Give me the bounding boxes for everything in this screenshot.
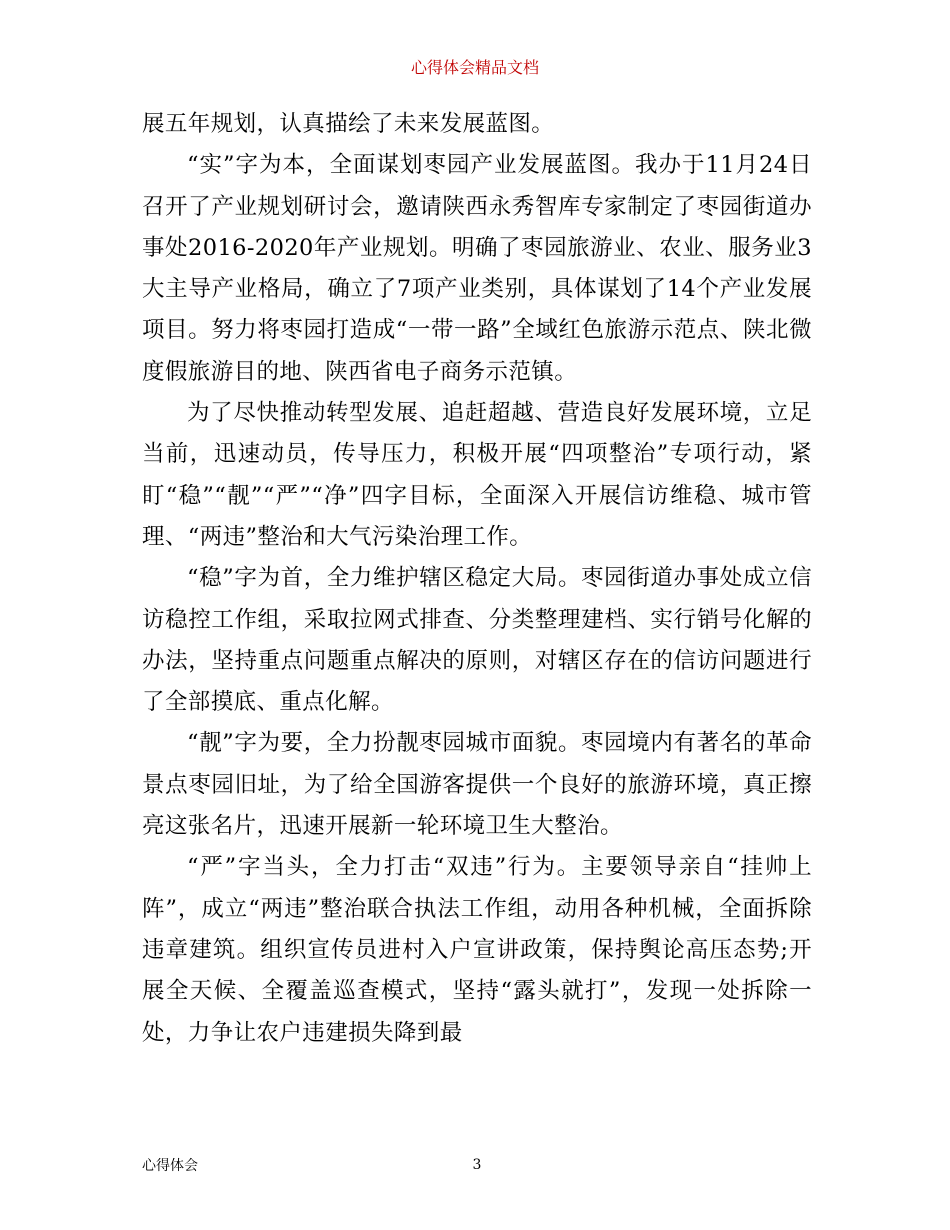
paragraph-6: “严”字当头，全力打击“双违”行为。主要领导亲自“挂帅上阵”，成立“两违”整治联合执法工作组，动用各种机械，全面拆除违章建筑。组织宣传员进村入户宣讲政策，保持舆论高压态势;开展全天候、全覆盖巡查模式，坚持“露头就打”，发现一处拆除一处，力争让农户违建损失降到最 xyxy=(142,854,812,1046)
footer-label: 心得体会 xyxy=(142,1158,198,1174)
page-header-title: 心得体会精品文档 xyxy=(410,58,539,77)
document-body xyxy=(142,104,812,1054)
paragraph-3: 为了尽快推动转型发展、追赶超越、营造良好发展环境，立足当前，迅速动员，传导压力，积极开展“四项整治”专项行动，紧盯“稳”“靓”“严”“净”四字目标，全面深入开展信访维稳、城市管理、“两违”整治和大气污染治理工作。 xyxy=(142,400,812,550)
paragraph-5: “靓”字为要，全力扮靓枣园城市面貌。枣园境内有著名的革命景点枣园旧址，为了给全国游客提供一个良好的旅游环境，真正擦亮这张名片，迅速开展新一轮环境卫生大整治。 xyxy=(142,730,812,840)
paragraph-2: “实”字为本，全面谋划枣园产业发展蓝图。我办于11月24日召开了产业规划研讨会，邀请陕西永秀智库专家制定了枣园街道办事处2016-2020年产业规划。明确了枣园旅游业、农业、服务业3大主导产业格局，确立了7项产业类别，具体谋划了14个产业发展项目。努力将枣园打造成“一带一路”全域红色旅游示范点、陕北微度假旅游目的地、陕西省电子商务示范镇。 xyxy=(142,152,812,385)
paragraph-4: “稳”字为首，全力维护辖区稳定大局。枣园街道办事处成立信访稳控工作组，采取拉网式排查、分类整理建档、实行销号化解的办法，坚持重点问题重点解决的原则，对辖区存在的信访问题进行了全部摸底、重点化解。 xyxy=(142,565,812,716)
paragraph-1: 展五年规划，认真描绘了未来发展蓝图。 xyxy=(142,111,555,137)
page-number: 3 xyxy=(472,1157,482,1173)
